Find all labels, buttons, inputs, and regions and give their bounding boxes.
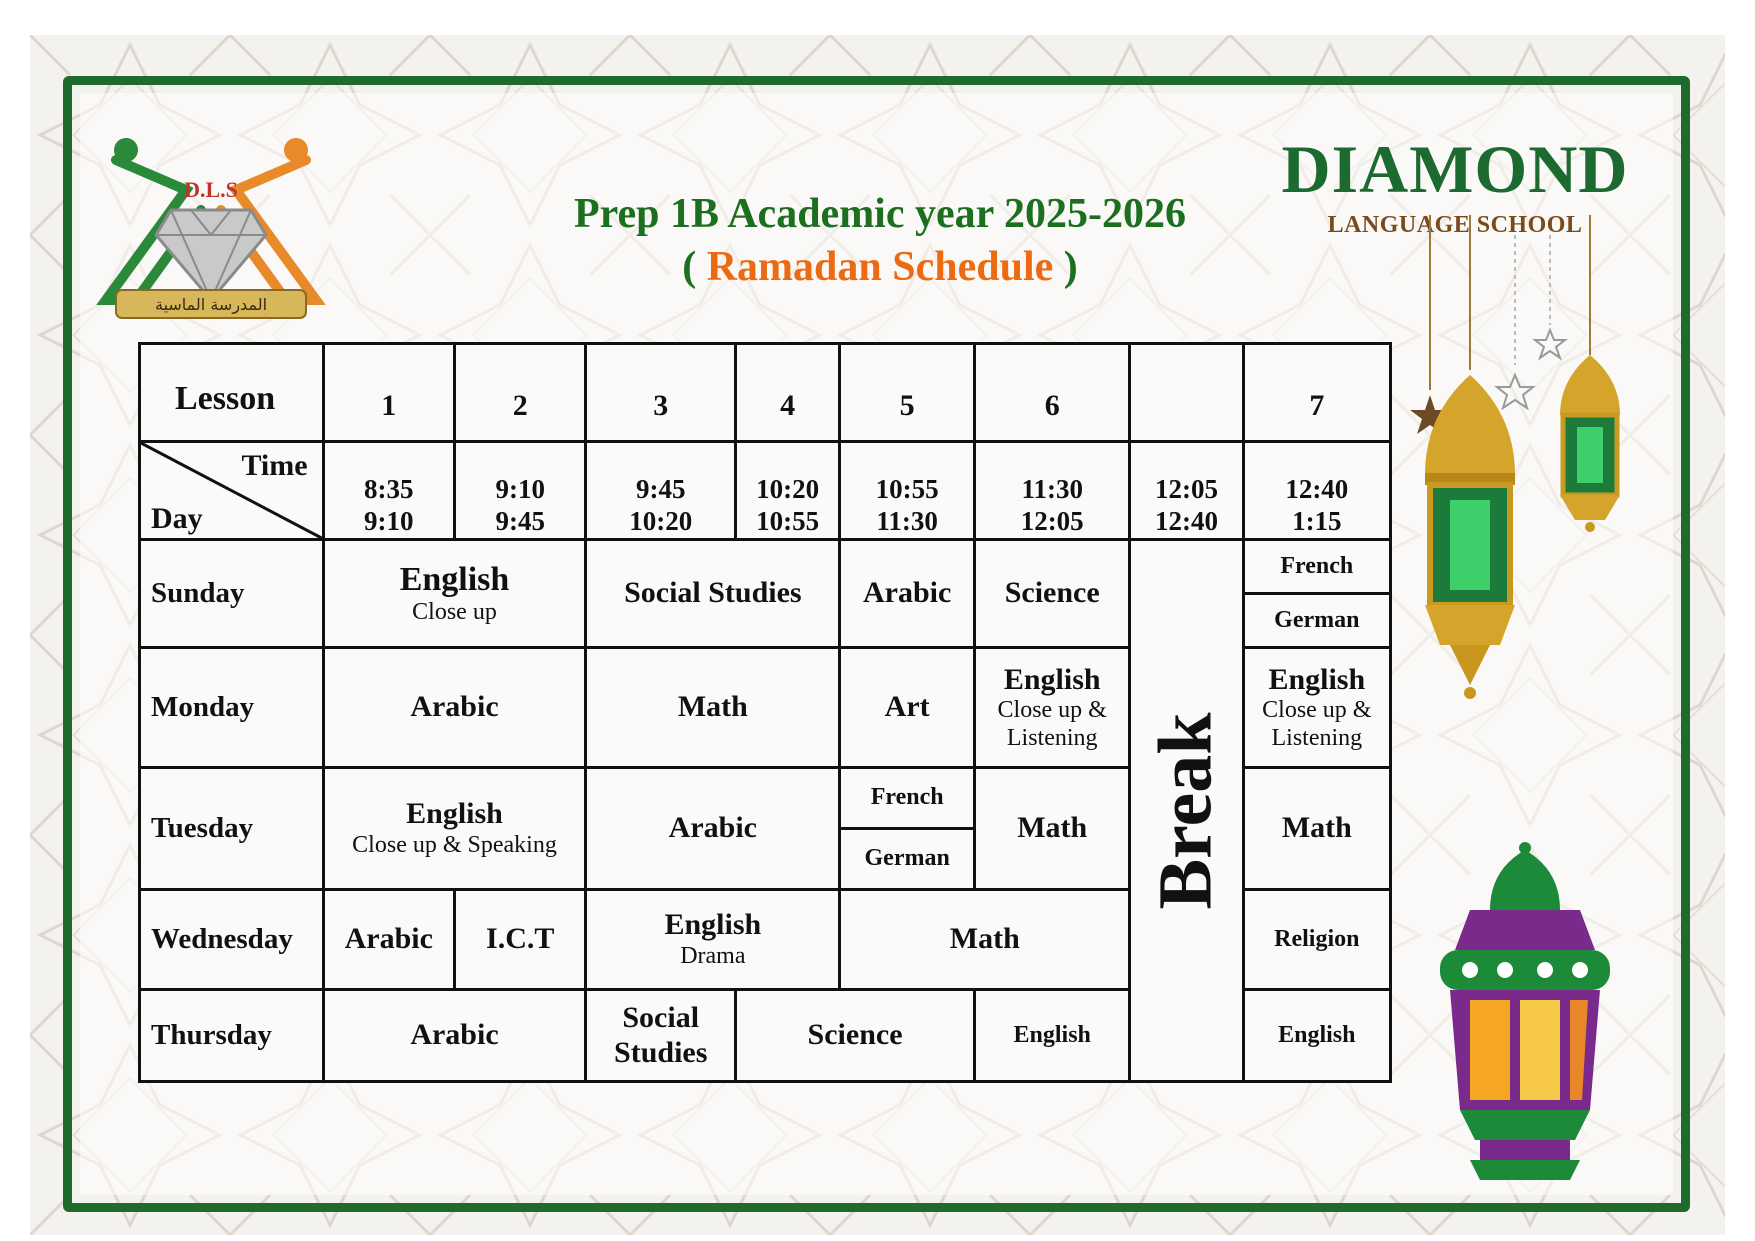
sunday-english [323, 540, 586, 648]
lesson-number-2: 2 [455, 344, 586, 442]
wednesday-english [586, 890, 840, 990]
time-end: 9:45 [495, 505, 545, 536]
time-end: 12:40 [1154, 505, 1218, 536]
time-slot-6 [975, 442, 1130, 540]
subject: English [406, 797, 503, 831]
day-sunday: Sunday [140, 540, 324, 648]
lesson-number-break [1130, 344, 1243, 442]
ramadan-lantern-icon [1410, 840, 1640, 1185]
thursday-english: English [975, 990, 1130, 1082]
sunday-social-studies: Social Studies [586, 540, 840, 648]
page-subtitle [560, 243, 1200, 291]
lesson-number-1: 1 [323, 344, 454, 442]
subject-note: Close up & Speaking [352, 831, 557, 858]
tuesday-math-7: Math [1243, 768, 1390, 890]
thursday-english-7: English [1243, 990, 1390, 1082]
time-slot-1 [323, 442, 454, 540]
subject: English [1268, 662, 1366, 696]
day-tuesday: Tuesday [140, 768, 324, 890]
logo-ribbon-text: المدرسة الماسية [154, 295, 268, 314]
subject-note: Close up [412, 599, 497, 626]
time-slot-break [1130, 442, 1243, 540]
time-end: 10:55 [756, 505, 820, 536]
tuesday-german: German [840, 829, 975, 890]
time-day-corner [140, 442, 324, 540]
brand-name: DIAMOND [1281, 131, 1629, 207]
time-slot-7 [1243, 442, 1390, 540]
time-end: 1:15 [1292, 505, 1342, 536]
time-slot-5 [840, 442, 975, 540]
thursday-science: Science [736, 990, 975, 1082]
lesson-number-5: 5 [840, 344, 975, 442]
sunday-row [140, 540, 1391, 594]
day-monday: Monday [140, 648, 324, 768]
sunday-arabic: Arabic [840, 540, 975, 648]
subject: English [1003, 662, 1101, 696]
break-column [1130, 540, 1243, 1082]
tuesday-math: Math [975, 768, 1130, 890]
logo-text: D.L.S [184, 177, 238, 202]
lesson-header-row [140, 344, 1391, 442]
time-header-row [140, 442, 1391, 540]
lesson-label: Lesson [140, 344, 324, 442]
time-start: 10:55 [875, 474, 939, 505]
time-start: 12:05 [1154, 474, 1218, 505]
monday-arabic: Arabic [323, 648, 586, 768]
subject-note: Close up & Listening [1262, 697, 1372, 751]
time-start: 9:10 [495, 474, 545, 505]
time-start: 11:30 [1021, 474, 1083, 505]
time-end: 12:05 [1020, 505, 1084, 536]
monday-english [975, 648, 1130, 768]
tuesday-french: French [840, 768, 975, 829]
school-logo [76, 100, 346, 330]
wednesday-math: Math [840, 890, 1130, 990]
time-slot-3 [586, 442, 736, 540]
time-label: Time [241, 449, 308, 482]
subject-note: Drama [680, 942, 746, 969]
hanging-lanterns-icon [1405, 215, 1650, 715]
wednesday-religion: Religion [1243, 890, 1390, 990]
tuesday-arabic: Arabic [586, 768, 840, 890]
subject-note: Close up & Listening [997, 697, 1107, 751]
subject: English [664, 908, 762, 942]
paren-open: ( [682, 244, 707, 290]
page-title: Prep 1B Academic year 2025-2026 [573, 191, 1186, 237]
time-end: 11:30 [876, 505, 938, 536]
time-start: 9:45 [635, 474, 686, 505]
time-end: 9:10 [364, 505, 414, 536]
thursday-social-studies: Social Studies [586, 990, 736, 1082]
monday-english-7 [1243, 648, 1390, 768]
monday-art: Art [840, 648, 975, 768]
ramadan-label: Ramadan Schedule [706, 244, 1054, 290]
brand-subtitle: LANGUAGE SCHOOL [1327, 212, 1583, 238]
wednesday-arabic: Arabic [323, 890, 454, 990]
sunday-french: French [1243, 540, 1390, 594]
day-wednesday: Wednesday [140, 890, 324, 990]
lesson-number-3: 3 [586, 344, 736, 442]
time-slot-2 [455, 442, 586, 540]
paren-close: ) [1053, 244, 1078, 290]
lesson-number-4: 4 [736, 344, 840, 442]
tuesday-english [323, 768, 586, 890]
sunday-german: German [1243, 594, 1390, 648]
monday-math: Math [586, 648, 840, 768]
time-start: 8:35 [364, 474, 414, 505]
day-label: Day [151, 501, 203, 535]
schedule-table [138, 342, 1392, 1083]
time-slot-4 [736, 442, 840, 540]
time-end: 10:20 [629, 505, 693, 536]
wednesday-ict: I.C.T [455, 890, 586, 990]
lesson-number-6: 6 [975, 344, 1130, 442]
lesson-number-7: 7 [1243, 344, 1390, 442]
thursday-arabic: Arabic [323, 990, 586, 1082]
time-start: 10:20 [756, 474, 820, 505]
break-label: Break [1143, 711, 1228, 910]
subject: English [399, 561, 510, 599]
day-thursday: Thursday [140, 990, 324, 1082]
time-start: 12:40 [1285, 474, 1349, 505]
sunday-science: Science [975, 540, 1130, 648]
